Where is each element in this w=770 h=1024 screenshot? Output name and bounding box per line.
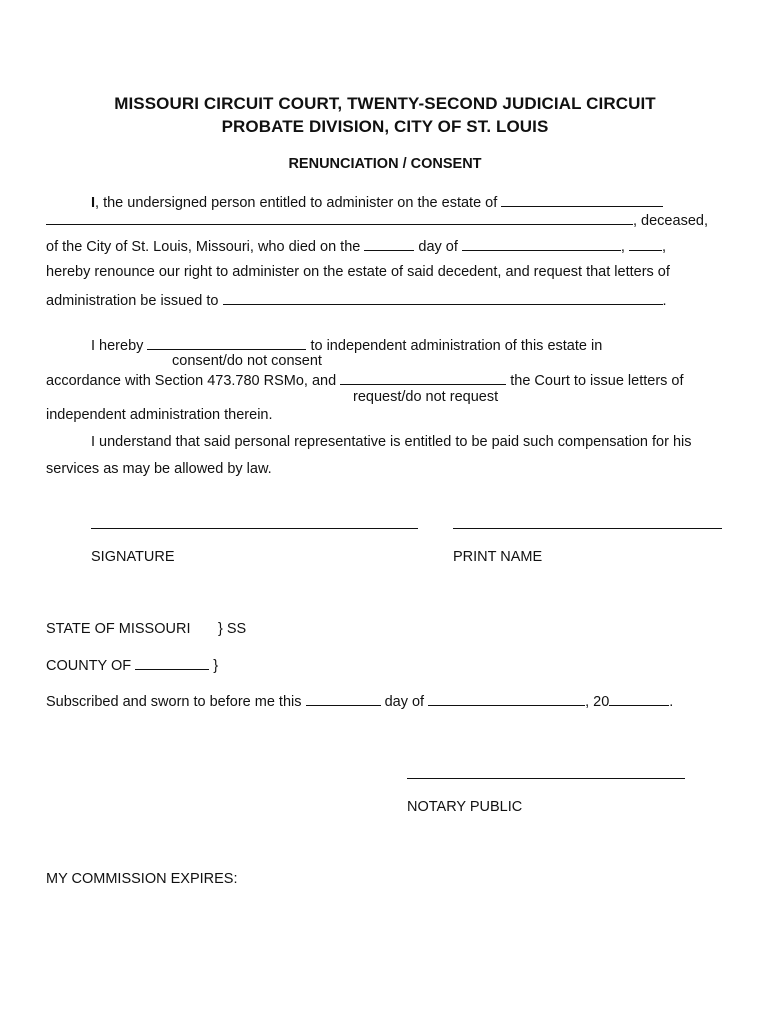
sworn-year-prefix: , 20	[585, 694, 610, 710]
day-of-label: day of	[418, 239, 458, 255]
estate-intro: , the undersigned person entitled to administer on the estate of	[95, 195, 498, 211]
paragraph-1-line-5	[46, 291, 667, 309]
decedent-name-field-2[interactable]	[46, 211, 633, 225]
sworn-day-field[interactable]	[306, 692, 381, 706]
decedent-name-field-1[interactable]	[501, 193, 663, 207]
administrator-name-field[interactable]	[223, 291, 663, 305]
independent-admin-label: to independent administration of this estate in	[310, 338, 603, 354]
request-hint: request/do not request	[353, 389, 499, 405]
ss-label: } SS	[218, 621, 247, 637]
notary-signature-line[interactable]	[407, 778, 685, 779]
form-title: RENUNCIATION / CONSENT	[288, 156, 482, 172]
sworn-label: Subscribed and sworn to before me this	[46, 694, 302, 710]
consent-field[interactable]	[147, 336, 306, 350]
paragraph-1-line-4: hereby renounce our right to administer on the estate of said decedent, and request that letters of	[46, 264, 670, 280]
paragraph-2-line-1	[91, 336, 602, 354]
sworn-month-field[interactable]	[428, 692, 585, 706]
period-2: .	[669, 694, 674, 710]
comma-2: ,	[661, 239, 667, 255]
sworn-line	[46, 692, 673, 710]
death-day-field[interactable]	[364, 237, 414, 251]
paragraph-2-line-2	[46, 371, 684, 389]
sworn-year-field[interactable]	[609, 692, 669, 706]
death-month-field[interactable]	[462, 237, 621, 251]
request-field[interactable]	[340, 371, 506, 385]
paragraph-3-line-2: services as may be allowed by law.	[46, 461, 272, 477]
paragraph-3-line-1: I understand that said personal representative is entitled to be paid such compensation for his	[91, 434, 692, 450]
division-title: PROBATE DIVISION, CITY OF ST. LOUIS	[221, 117, 549, 136]
paragraph-2-line-3: independent administration therein.	[46, 407, 273, 423]
death-date-intro: of the City of St. Louis, Missouri, who died on the	[46, 239, 361, 255]
county-line	[46, 656, 218, 674]
sworn-day-of-label: day of	[384, 694, 425, 710]
county-brace: }	[213, 658, 219, 674]
lead-i: I	[91, 195, 96, 211]
death-year-field[interactable]	[629, 237, 662, 251]
state-label: STATE OF MISSOURI	[46, 621, 191, 637]
paragraph-1-line-3	[46, 237, 666, 255]
paragraph-1-line-2	[46, 211, 708, 229]
commission-expires-label: MY COMMISSION EXPIRES:	[46, 871, 238, 887]
county-field[interactable]	[135, 656, 209, 670]
signature-label: SIGNATURE	[91, 549, 175, 565]
print-name-line[interactable]	[453, 528, 722, 529]
comma-1: ,	[620, 239, 625, 255]
notary-public-label: NOTARY PUBLIC	[407, 799, 523, 815]
consent-hint: consent/do not consent	[172, 353, 322, 369]
print-name-label: PRINT NAME	[453, 549, 543, 565]
section-label: accordance with Section 473.780 RSMo, and	[46, 373, 337, 389]
paragraph-1-line-1	[91, 193, 663, 211]
period-1: .	[662, 293, 667, 309]
deceased-label: , deceased,	[633, 213, 708, 229]
i-hereby-label: I hereby	[91, 338, 144, 354]
signature-line[interactable]	[91, 528, 418, 529]
administration-issued-label: administration be issued to	[46, 293, 219, 309]
court-title: MISSOURI CIRCUIT COURT, TWENTY-SECOND JUDICIAL CIRCUIT	[114, 94, 656, 113]
court-issue-label: the Court to issue letters of	[510, 373, 684, 389]
county-label: COUNTY OF	[46, 658, 132, 674]
